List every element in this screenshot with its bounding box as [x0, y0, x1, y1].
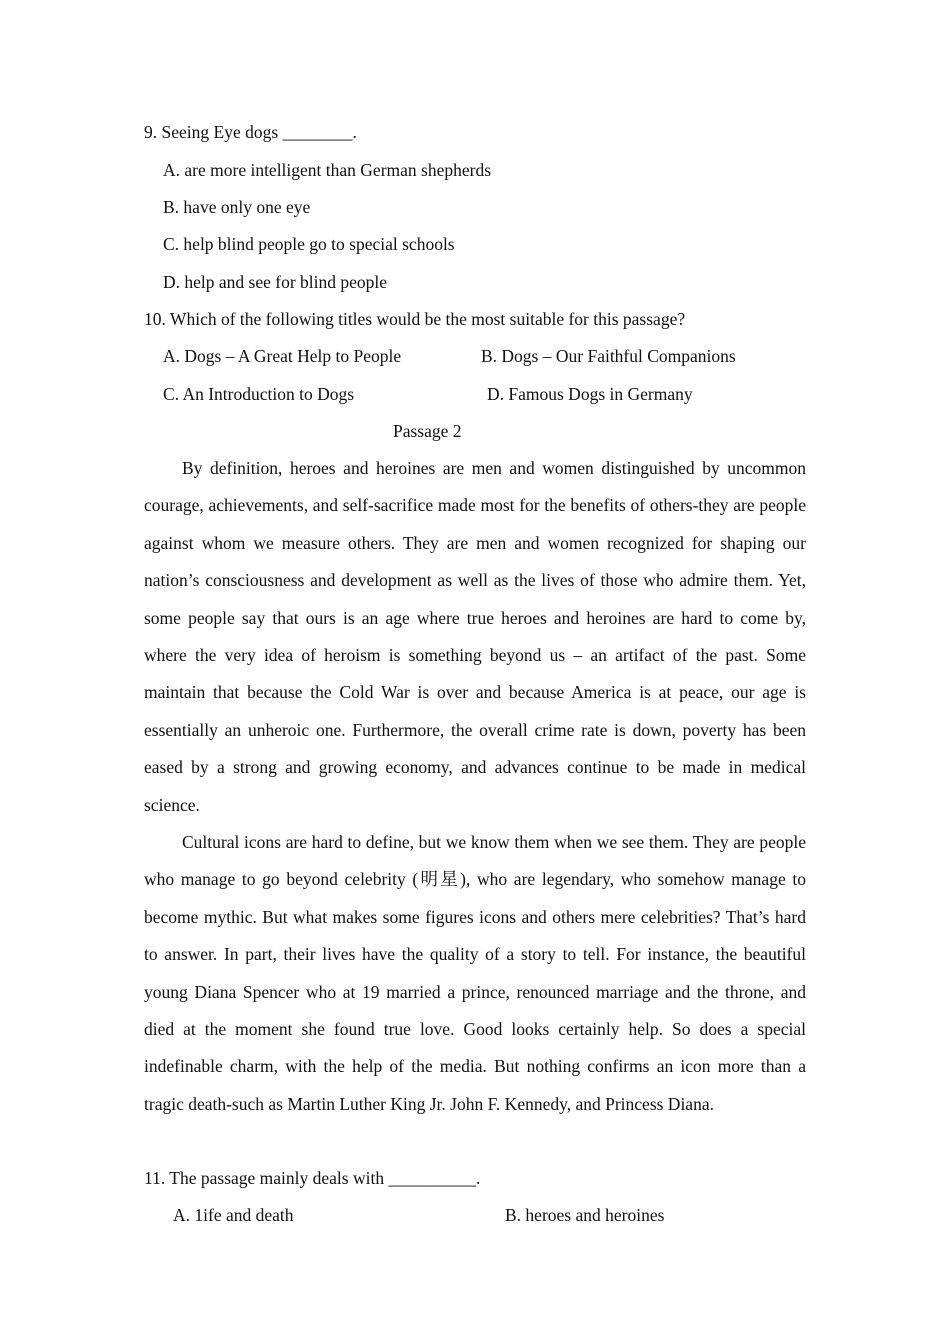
question-11-stem: 11. The passage mainly deals with __________.	[144, 1168, 481, 1188]
passage-paragraph-2: Cultural icons are hard to define, but we know them when we see them. They are people who manage to go beyond celebrity (明星), who are legendary, who somehow manage to become mythic. But what makes some figures icons and others mere celebrities? That’s hard to answer. In part, their lives have the quality of a story to tell. For instance, the beautiful young Diana Spencer who at 19 married a prince, renounced marriage and the throne, and died at the moment she found true love. Good looks certainly help. So does a special indefinable charm, with the help of the media. But nothing confirms an icon more than a tragic death-such as Martin Luther King Jr. John F. Kennedy, and Princess Diana.	[144, 832, 806, 1114]
question-10-option-d: D. Famous Dogs in Germany	[487, 384, 693, 404]
question-11-option-b: B. heroes and heroines	[505, 1205, 665, 1225]
question-9-stem: 9. Seeing Eye dogs ________.	[144, 122, 357, 142]
question-10-option-c: C. An Introduction to Dogs	[163, 384, 355, 404]
question-9-option-c: C. help blind people go to special schools	[163, 234, 455, 254]
question-9-option-d: D. help and see for blind people	[163, 272, 388, 292]
question-9-option-b: B. have only one eye	[163, 197, 311, 217]
question-10-option-b: B. Dogs – Our Faithful Companions	[481, 346, 736, 366]
passage-paragraph-1: By definition, heroes and heroines are men and women distinguished by uncommon courage, achievements, and self-sacrifice made most for the benefits of others-they are people against whom we measure others. They are men and women recognized for shaping our nation’s consciousness and development as well as the lives of those who admire them. Yet, some people say that ours is an age where true heroes and heroines are hard to come by, where the very idea of heroism is something beyond us – an artifact of the past. Some maintain that because the Cold War is over and because America is at peace, our age is essentially an unheroic one. Furthermore, the overall crime rate is down, poverty has been eased by a strong and growing economy, and advances continue to be made in medical science.	[144, 458, 806, 815]
question-11-option-a: A. 1ife and death	[173, 1205, 294, 1225]
question-9-option-a: A. are more intelligent than German shepherds	[163, 160, 492, 180]
question-10-stem: 10. Which of the following titles would be the most suitable for this passage?	[144, 309, 686, 329]
passage-title: Passage 2	[393, 421, 462, 441]
question-10-option-a: A. Dogs – A Great Help to People	[163, 346, 402, 366]
